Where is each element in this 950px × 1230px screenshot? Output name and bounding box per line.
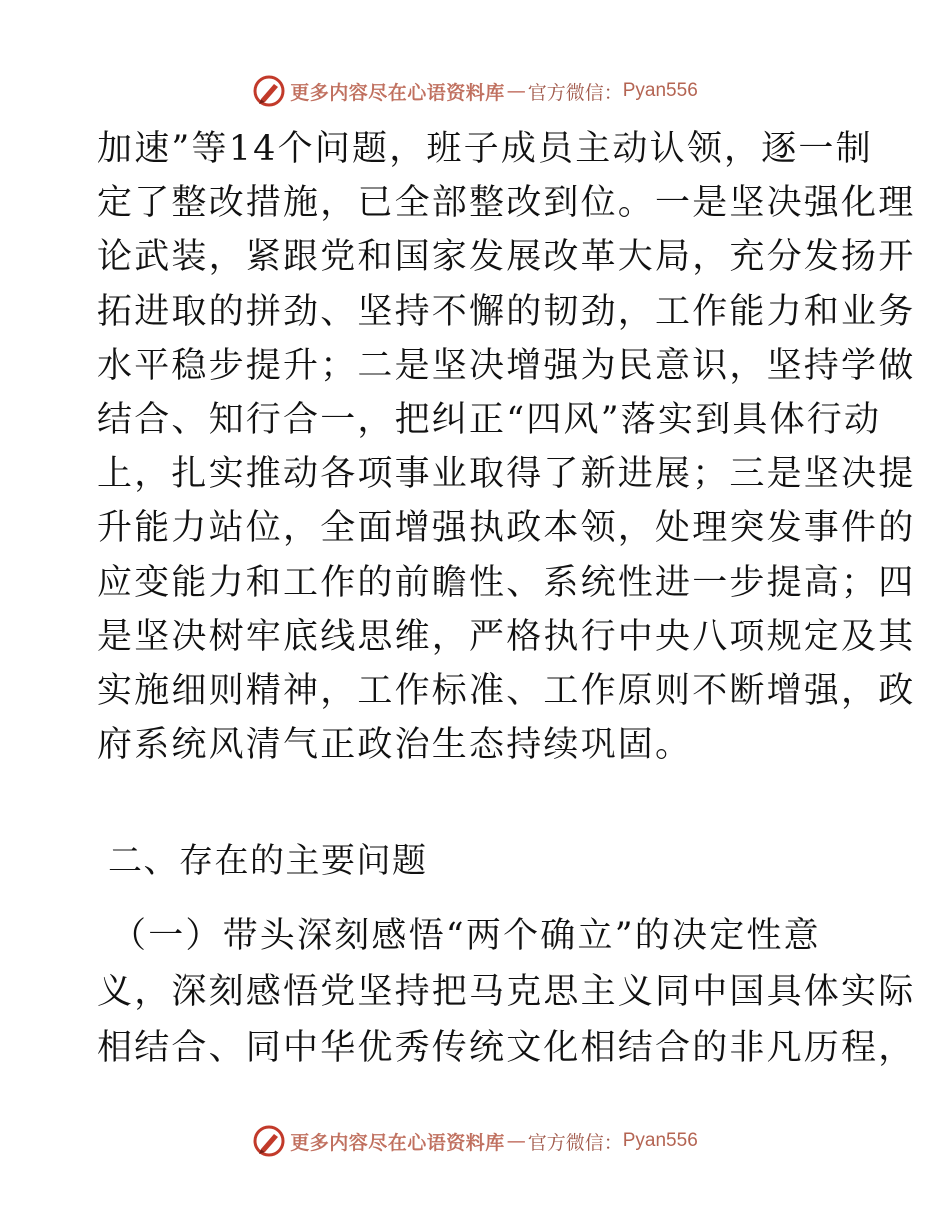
body-line: 水平稳步提升；二是坚决增强为民意识，坚持学做 bbox=[97, 345, 916, 386]
body-line: 加速”等14个问题，班子成员主动认领，逐一制 bbox=[97, 129, 873, 169]
watermark-dash: — bbox=[506, 80, 526, 102]
body-line: 定了整改措施，已全部整改到位。一是坚决强化理 bbox=[97, 183, 916, 224]
body-line: 升能力站位，全面增强执政本领，处理突发事件的 bbox=[97, 508, 916, 549]
subsection-paragraph bbox=[97, 908, 916, 1076]
body-line: 实施细则精神，工作标准、工作原则不断增强，政 bbox=[97, 670, 916, 711]
body-line: 结合、知行合一，把纠正“四风”落实到具体行动 bbox=[97, 399, 882, 440]
header-watermark bbox=[0, 71, 950, 111]
subsection-line: （一）带头深刻感悟“两个确立”的决定性意 bbox=[111, 916, 821, 956]
section-heading: 二、存在的主要问题 bbox=[108, 841, 428, 881]
body-paragraph bbox=[97, 122, 916, 772]
watermark-dash: — bbox=[506, 1130, 526, 1152]
body-line: 应变能力和工作的前瞻性、系统性进一步提高；四 bbox=[97, 562, 916, 603]
pen-logo-icon bbox=[252, 1124, 286, 1158]
pen-logo-icon bbox=[252, 74, 286, 108]
subsection-line: 相结合、同中华优秀传统文化相结合的非凡历程， bbox=[97, 1028, 916, 1068]
footer-watermark bbox=[0, 1121, 950, 1161]
subsection-line: 义，深刻感悟党坚持把马克思主义同中国具体实际 bbox=[97, 972, 916, 1012]
watermark-main-text: 更多内容尽在心语资料库 bbox=[290, 1131, 505, 1154]
watermark-main-text: 更多内容尽在心语资料库 bbox=[290, 81, 505, 104]
body-line: 论武装，紧跟党和国家发展改革大局，充分发扬开 bbox=[97, 237, 916, 278]
watermark-official-label: 官方微信： bbox=[527, 81, 623, 104]
body-line: 是坚决树牢底线思维，严格执行中央八项规定及其 bbox=[97, 616, 916, 657]
watermark-official-label: 官方微信： bbox=[527, 1131, 623, 1154]
body-line: 府系统风清气正政治生态持续巩固。 bbox=[97, 725, 693, 766]
watermark-wechat-id: Pyan556 bbox=[622, 80, 698, 101]
body-line: 拓进取的拼劲、坚持不懈的韧劲，工作能力和业务 bbox=[97, 291, 916, 332]
watermark-wechat-id: Pyan556 bbox=[622, 1130, 698, 1151]
body-line: 上，扎实推动各项事业取得了新进展；三是坚决提 bbox=[97, 454, 916, 495]
